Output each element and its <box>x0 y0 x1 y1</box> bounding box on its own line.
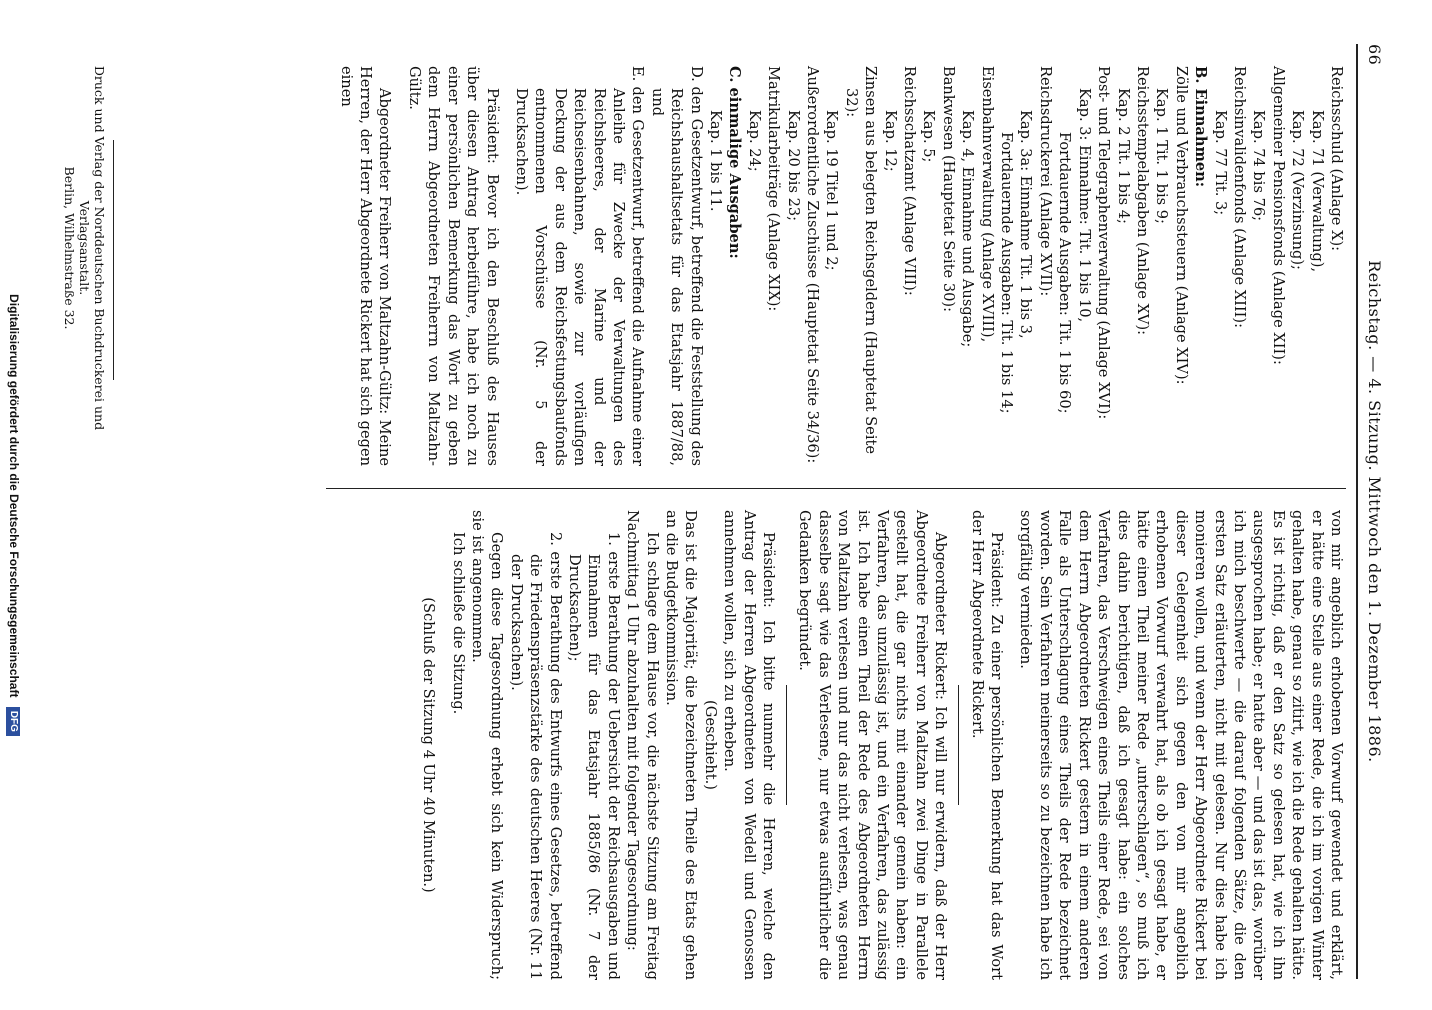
paragraph-rule <box>786 685 787 805</box>
speech-paragraph: von mir angeblich erhobenen Vorwurf gewendet und erklärt, er hätte eine Stelle aus einer Rede, die ich im vorigen Winter gehalten habe, genau so zitirt, wie ich die Rede gehalten hätte. Es ist richtig, daß er den Satz so gelesen hat, wie ich ihn ausgesprochen habe; er hatte aber — und das ist das, worüber ich mich beschwerte — die darauf folgenden Sätze, die den ersten Satz erläuterten, nicht mit gelesen. Nur dies habe ich monieren wollen, und wenn der Herr Abgeordnete Rickert bei dieser Gelegenheit sich gegen den von mir angeblich erhobenen Vorwurf verwahrt hat, als ob ich gesagt habe, er hätte einen Theil meiner Rede „unterschlagen“, so muß ich dies dahin berichtigen, daß ich gesagt habe: ein solches Verfahren, das Verschweigen eines Theils einer Rede, sei von dem Herrn Abgeordneten Rickert gestern in einem anderen Falle als Unterschlagung eines Theils der Rede bezeichnet worden. Sein Verfahren meinerseits so zu bezeichnen habe ich sorgfältig vermieden. <box>1017 510 1345 980</box>
text-line: Kap. 71 (Verwaltung), <box>1308 110 1326 273</box>
speech-paragraph: Präsident: Ich bitte nunmehr die Herren, welche den Antrag der Herren Abgeordneten von Wedell und Genossen annehmen wollen, sich zu erheben. <box>721 510 778 980</box>
text-line: Eisenbahnverwaltung (Anlage XVIII), <box>978 66 996 343</box>
text-paragraph: Das ist die Majorität; die bezeichneten Theile des Etats gehen an die Budgetkommission. <box>663 510 700 980</box>
spacer <box>1006 510 1016 980</box>
closing-note: (Schluß der Sitzung 4 Uhr 40 Minuten.) <box>420 597 438 893</box>
text-line: Bankwesen (Hauptetat Seite 30): <box>939 66 957 313</box>
running-title: Reichstag. — 4. Sitzung. Mittwoch den 1. Dezember 1886. <box>1365 260 1384 763</box>
spacer <box>502 66 512 466</box>
spacer <box>438 510 448 980</box>
text-line: Fortdauernde Ausgaben: Tit. 1 bis 60; <box>1056 132 1074 414</box>
page-number: 66 <box>1365 44 1384 66</box>
dfg-logo: DFG <box>6 707 20 736</box>
agenda-item: 2. erste Berathung des Entwurfs eines Gesetzes, betreffend die Friedenspräsenzstärke des deutschen Heeres (Nr. 11 der Drucksachen). <box>507 532 564 980</box>
column-divider <box>326 488 1346 489</box>
text-line: Kap. 3a: Einnahme Tit. 1 bis 3, <box>1017 110 1035 339</box>
paragraph-rule <box>958 685 959 805</box>
speech-paragraph: Abgeordneter Rickert: Ich will nur erwidern, daß der Herr Abgeordnete Freiherr von Maltzahn zwei Dinge in Parallele gestellt hat, die gar nichts mit einander gemein haben: ein Verfahren, das unzulässig ist, und ein Verfahren, das zulässig ist. Ich habe einen Theil der Rede des Abgeordneten Herrn von Maltzahn verlesen und nur das nicht verlesen, was genau dasselbe sagt wie das Verlesene, nur etwas ausführlicher die Gedanken begründet. <box>796 510 950 980</box>
text-line: Kap. 20 bis 23; <box>784 110 802 222</box>
section-heading: B. Einnahmen: <box>1192 66 1210 188</box>
text-line: Kap. 2 Tit. 1 bis 4; <box>1114 88 1132 224</box>
imprint-line: Druck und Verlag der Norddeutschen Buchdruckerei und Verlagsanstalt. <box>77 65 107 431</box>
speech-paragraph: Präsident: Zu einer persönlichen Bemerkung hat das Wort der Herr Abgeordnete Rickert. <box>968 510 1006 980</box>
speech-paragraph: Abgeordneter Freiherr von Maltzahn-Gültz: Meine Herren, der Herr Abgeordnete Rickert hat sich gegen einen <box>337 66 394 466</box>
text-line: Fortdauernde Ausgaben: Tit. 1 bis 14; <box>998 132 1016 414</box>
header-rule <box>1357 44 1359 979</box>
text-line: Kap. 19 Titel 1 und 2; <box>823 110 841 271</box>
text-line: Reichsdruckerei (Anlage XVII): <box>1036 66 1054 297</box>
text-line: Kap. 72 (Verzinsung); <box>1289 110 1307 270</box>
text-paragraph: E. den Gesetzentwurf, betreffend die Aufnahme einer Anleihe für Zwecke der Verwaltungen des Reichsheeres, der Marine und der Reichseisenbahnen, sowie zur vorläufigen Deckung der aus dem Reichsfestungsbaufonds entnommenen Vorschüsse (Nr. 5 der Drucksachen). <box>512 66 647 466</box>
notice-text: Digitalisierung gefördert durch die Deutsche Forschungsgemeinschaft <box>7 294 21 698</box>
text-line: Ich schließe die Sitzung. <box>449 532 467 715</box>
text-line: Kap. 12; <box>881 110 899 172</box>
text-line: Reichsstempelabgaben (Anlage XV): <box>1133 66 1151 336</box>
section-heading: C. einmalige Ausgaben: <box>726 66 744 259</box>
text-line: Kap. 3: Einnahme: Tit. 1 bis 10, <box>1075 88 1093 323</box>
text-paragraph: Gegen diese Tagesordnung erhebt sich kein Widerspruch; sie ist angenommen. <box>468 510 506 980</box>
text-line: Reichsinvalidenfonds (Anlage XIII): <box>1230 66 1248 329</box>
text-line: Reichsschuld (Anlage X): <box>1328 66 1345 252</box>
text-line: Matrikularbeiträge (Anlage XIX): <box>765 66 783 312</box>
text-paragraph: D. den Gesetzentwurf, betreffend die Feststellung des Reichshaushaltsetats für das Etatsjahr 1887/88, und <box>648 66 705 466</box>
agenda-item: 1. erste Berathung der Uebersicht der Reichsausgaben und Einnahmen für das Etatsjahr 1885/86 (Nr. 7 der Drucksachen); <box>565 532 622 980</box>
text-line: Kap. 1 bis 11. <box>707 110 724 212</box>
page-header <box>1360 44 1386 979</box>
imprint-line: Berlin, Wilhelmstraße 32. <box>62 166 77 330</box>
right-column <box>419 510 1346 980</box>
text-paragraph: Ich schlage dem Hause vor, die nächste Sitzung am Freitag Nachmittag 1 Uhr abzuhalten mit folgender Tagesordnung: <box>624 510 661 980</box>
text-line: Kap. 1 Tit. 1 bis 9; <box>1153 88 1171 224</box>
digitization-notice <box>4 20 24 1010</box>
text-line: Außerordentliche Zuschüsse (Hauptetat Seite 34/36): <box>804 66 822 464</box>
text-line: Zölle und Verbrauchssteuern (Anlage XIV): <box>1172 66 1190 385</box>
stage-direction: (Geschieht.) <box>701 700 719 790</box>
speech-paragraph: Präsident: Bevor ich den Beschluß des Hauses über diesen Antrag herbeiführe, habe ich noch zu einer persönlichen Bemerkung das Wort zu geben dem Herrn Abgeordneten Freiherrn von Maltzahn-Gültz. <box>405 66 501 466</box>
text-line: Kap. 24; <box>745 110 763 172</box>
imprint-rule <box>113 140 114 380</box>
text-line: Allgemeiner Pensionsfonds (Anlage XII): <box>1269 66 1287 365</box>
spacer <box>395 66 405 466</box>
text-line: Zinsen aus belegten Reichsgeldern (Hauptetat Seite 32): <box>842 66 880 454</box>
text-line: Reichsschatzamt (Anlage VIII): <box>901 66 919 296</box>
text-line: Post- und Telegraphenverwaltung (Anlage XVI): <box>1095 66 1113 420</box>
text-line: Kap. 74 bis 76; <box>1250 110 1268 222</box>
imprint <box>62 38 107 458</box>
text-line: Kap. 5; <box>920 110 938 163</box>
left-column <box>336 66 1346 466</box>
text-line: Kap. 4, Einnahme und Ausgabe; <box>959 110 977 348</box>
text-line: Kap. 77 Tit. 3; <box>1211 110 1229 216</box>
